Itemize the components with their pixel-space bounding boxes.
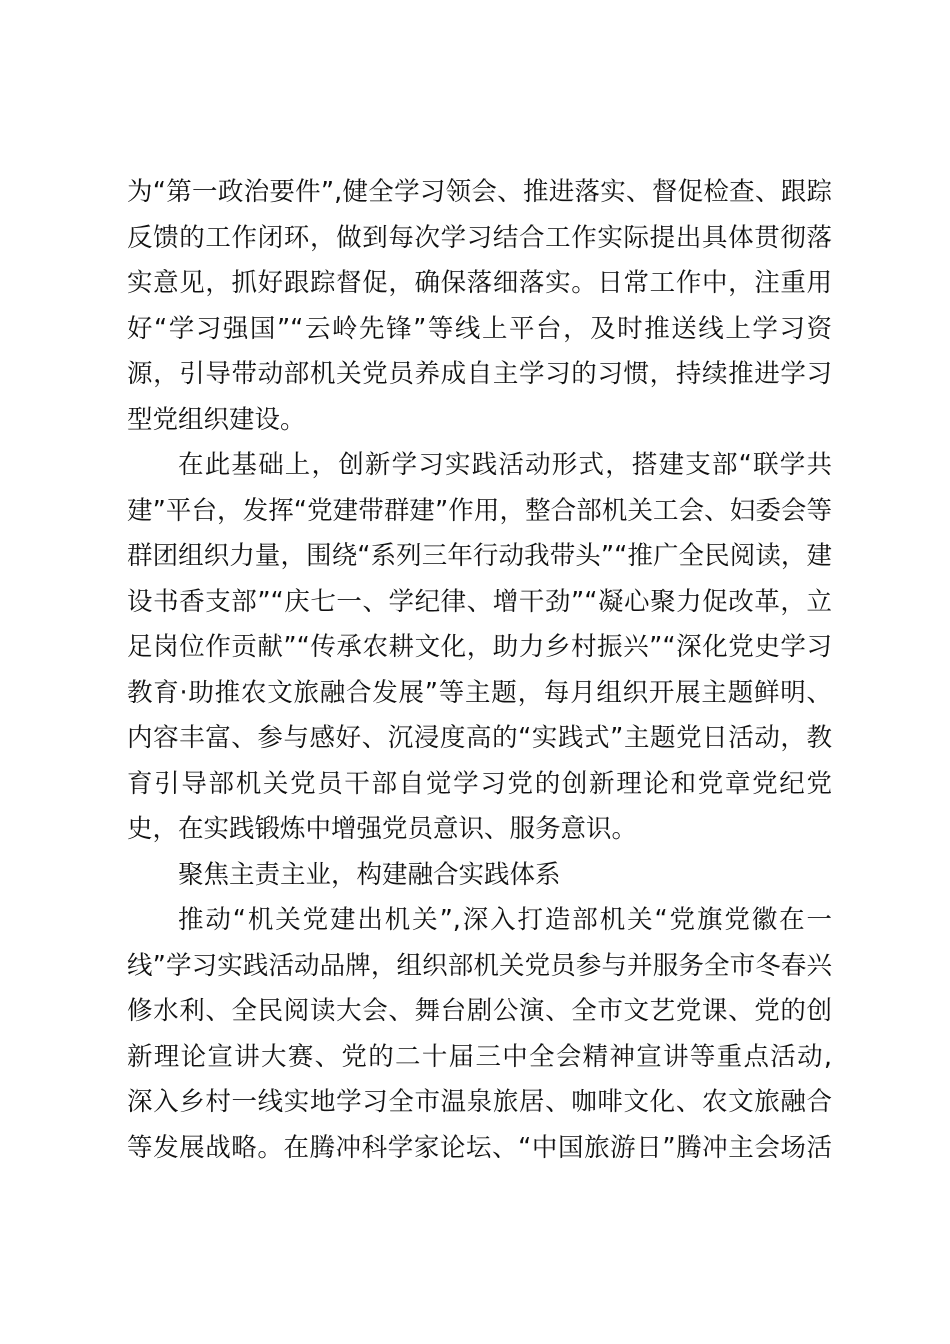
text-line: 型党组织建设。 bbox=[127, 404, 306, 435]
text-line: 推动“机关党建出机关”,深入打造部机关“党旗党徽在一 bbox=[178, 905, 832, 935]
text-line: 新理论宣讲大赛、党的二十届三中全会精神宣讲等重点活动, bbox=[127, 1041, 832, 1072]
text-line: 内容丰富、参与感好、沉浸度高的“实践式”主题党日活动，教 bbox=[127, 723, 832, 753]
text-line: 史，在实践锻炼中增强党员意识、服务意识。 bbox=[127, 814, 638, 844]
text-line: 线”学习实践活动品牌，组织部机关党员参与并服务全市冬春兴 bbox=[127, 950, 832, 981]
text-line: 建”平台，发挥“党建带群建”作用，整合部机关工会、妇委会等 bbox=[127, 495, 832, 526]
text-line: 源，引导带动部机关党员养成自主学习的习惯，持续推进学习 bbox=[127, 359, 832, 389]
text-line: 等发展战略。在腾冲科学家论坛、“中国旅游日”腾冲主会场活 bbox=[127, 1132, 832, 1163]
text-line: 反馈的工作闭环，做到每次学习结合工作实际提出具体贯彻落 bbox=[127, 222, 832, 253]
body-text bbox=[127, 170, 832, 1171]
text-line: 设书香支部”“庆七一、学纪律、增干劲”“凝心聚力促改革，立 bbox=[127, 586, 832, 617]
text-line: 深入乡村一线实地学习全市温泉旅居、咖啡文化、农文旅融合 bbox=[127, 1087, 832, 1117]
text-line: 育引导部机关党员干部自觉学习党的创新理论和党章党纪党 bbox=[127, 768, 832, 799]
text-line: 教育·助推农文旅融合发展”等主题，每月组织开展主题鲜明、 bbox=[127, 677, 832, 708]
text-line: 实意见，抓好跟踪督促，确保落细落实。日常工作中，注重用 bbox=[127, 268, 832, 298]
text-line: 群团组织力量，围绕“系列三年行动我带头”“推广全民阅读，建 bbox=[127, 541, 832, 571]
text-line: 修水利、全民阅读大会、舞台剧公演、全市文艺党课、党的创 bbox=[127, 996, 832, 1026]
text-line: 足岗位作贡献”“传承农耕文化，助力乡村振兴”“深化党史学习 bbox=[127, 632, 832, 662]
text-line: 为“第一政治要件”,健全学习领会、推进落实、督促检查、跟踪 bbox=[127, 177, 832, 207]
text-line: 好“学习强国”“云岭先锋”等线上平台，及时推送线上学习资 bbox=[127, 313, 832, 344]
text-line: 在此基础上，创新学习实践活动形式，搭建支部“联学共 bbox=[178, 450, 832, 480]
section-heading: 聚焦主责主业，构建融合实践体系 bbox=[178, 859, 561, 890]
